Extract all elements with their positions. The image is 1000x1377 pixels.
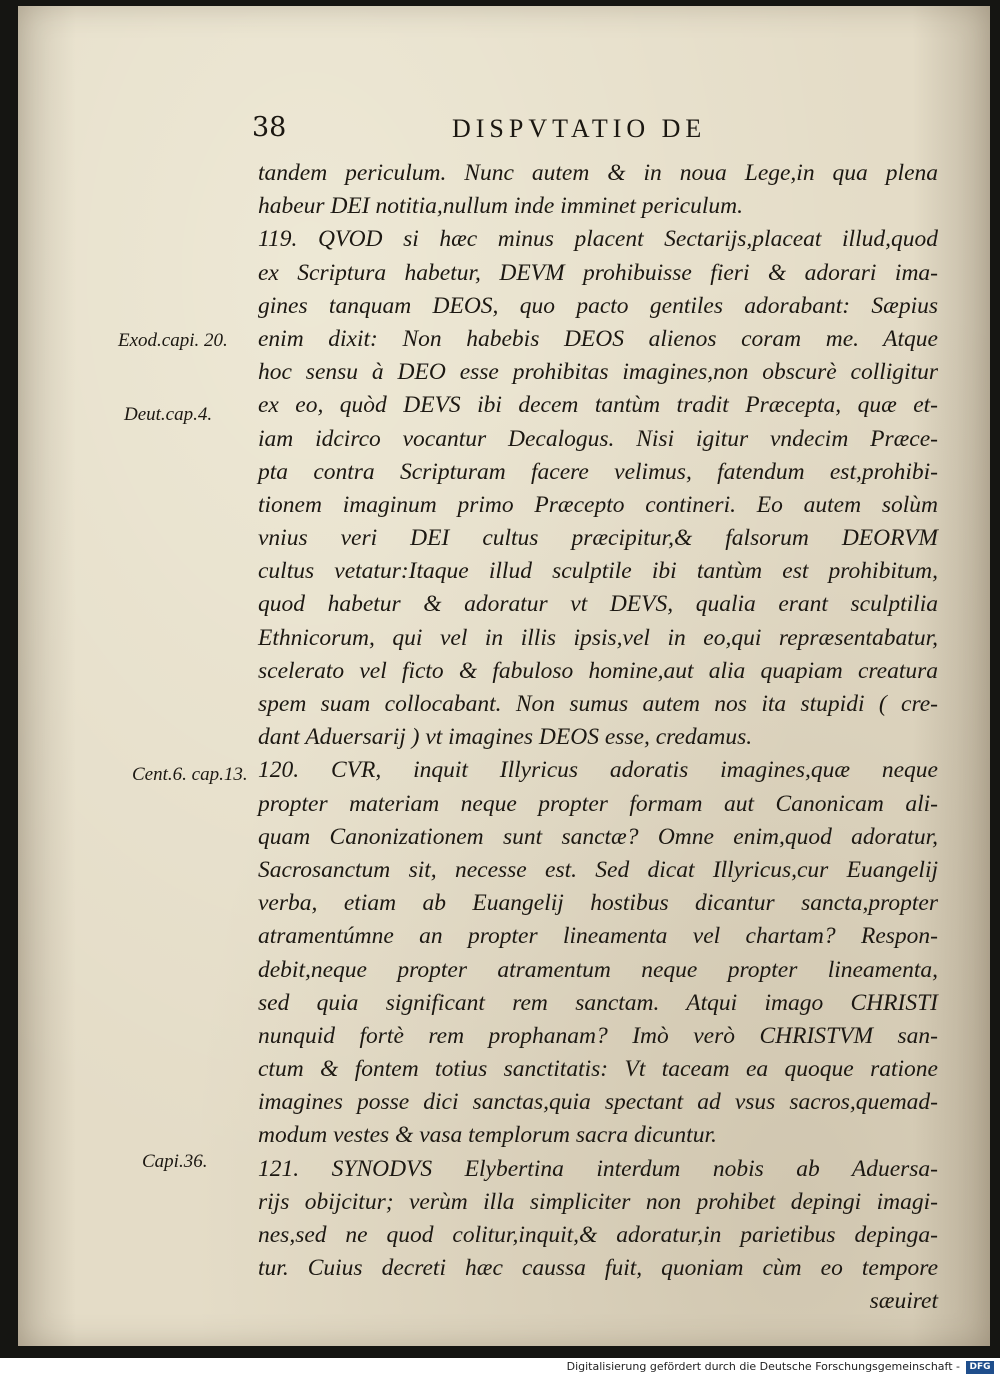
running-head: DISPVTATIO DE (452, 114, 707, 143)
footer-credit: Digitalisierung gefördert durch die Deutsche Forschungsgemeinschaft - (566, 1360, 960, 1373)
text-line: dant Aduersarij ) vt imagines DEOS esse, credamus. (258, 724, 753, 751)
text-line: pta contra Scripturam facere velimus, fatendum est,prohibi- (258, 458, 938, 485)
margin-note: Capi.36. (142, 1151, 208, 1172)
text-line: habeur DEI notitia,nullum inde imminet periculum. (258, 193, 743, 220)
text-line: propter materiam neque propter formam aut Canonicam ali- (258, 790, 938, 817)
margin-note: Cent.6. cap.13. (132, 764, 248, 785)
catchword: sæuiret (869, 1288, 938, 1315)
margin-note: Deut.cap.4. (124, 404, 213, 425)
text-line: imagines posse dici sanctas,quia spectant ad vsus sacros,quemad- (258, 1089, 938, 1116)
text-line: nes,sed ne quod colitur,inquit,& adoratur,in parietibus depinga- (258, 1222, 938, 1248)
digitization-footer (0, 1358, 1000, 1377)
page-number: 38 (252, 112, 287, 143)
text-line: tionem imaginum primo Præcepto contineri. Eo autem solùm (258, 491, 938, 518)
text-line: nunquid fortè rem prophanam? Imò verò CHRISTVM san- (258, 1022, 938, 1049)
text-line: ex eo, quòd DEVS ibi decem tantùm tradit Præcepta, quæ et- (258, 392, 938, 419)
text-line: vnius veri DEI cultus præcipitur,& falsorum DEORVM (258, 525, 938, 552)
text-line: 119. QVOD si hæc minus placent Sectarijs,placeat illud,quod (258, 226, 938, 253)
text-line: enim dixit: Non habebis DEOS alienos coram me. Atque (258, 325, 938, 352)
text-line: ex Scriptura habetur, DEVM prohibuisse fieri & adorari ima- (258, 259, 938, 286)
text-line: Sacrosanctum sit, necesse est. Sed dicat Illyricus,cur Euangelij (258, 856, 938, 883)
text-line: ctum & fontem totius sanctitatis: Vt taceam ea quoque ratione (258, 1056, 938, 1083)
body-text (258, 157, 938, 1319)
text-line: cultus vetatur:Itaque illud sculptile ibi tantùm est prohibitum, (258, 558, 938, 585)
text-line: tur. Cuius decreti hæc caussa fuit, quoniam cùm eo tempore (258, 1255, 938, 1282)
text-line: spem suam collocabant. Non sumus autem nos ita stupidi ( cre- (258, 691, 938, 717)
text-line: iam idcirco vocantur Decalogus. Nisi igitur vndecim Præce- (258, 425, 938, 452)
text-line: scelerato vel ficto & fabuloso homine,aut alia quapiam creatura (258, 657, 938, 684)
text-line: tandem periculum. Nunc autem & in noua Lege,in qua plena (258, 160, 938, 186)
text-line: 120. CVR, inquit Illyricus adoratis imagines,quæ neque (258, 757, 938, 784)
text-line: atramentúmne an propter lineamenta vel chartam? Respon- (258, 923, 938, 950)
page-header (252, 112, 812, 152)
text-line: quam Canonizationem sunt sanctæ? Omne enim,quod adoratur, (258, 823, 938, 850)
text-line: 121. SYNODVS Elybertina interdum nobis ab Aduersa- (258, 1155, 938, 1182)
text-line: hoc sensu à DEO esse prohibitas imagines,non obscurè colligitur (258, 359, 938, 386)
margin-note: Exod.capi. 20. (118, 330, 228, 351)
text-line: sed quia significant rem sanctam. Atqui imago CHRISTI (258, 989, 938, 1016)
dfg-logo-icon: DFG (966, 1361, 994, 1374)
text-line: debit,neque propter atramentum neque propter lineamenta, (258, 956, 938, 983)
text-line: verba, etiam ab Euangelij hostibus dicantur sancta,propter (258, 890, 938, 917)
text-line: Ethnicorum, qui vel in illis ipsis,vel in eo,qui repræsentabatur, (258, 624, 938, 651)
text-line: gines tanquam DEOS, quo pacto gentiles adorabant: Sæpius (258, 292, 938, 319)
text-line: modum vestes & vasa templorum sacra dicuntur. (258, 1122, 717, 1149)
text-line: quod habetur & adoratur vt DEVS, qualia erant sculptilia (258, 591, 938, 618)
text-line: rijs obijcitur; verùm illa simpliciter non prohibet depingi imagi- (258, 1188, 938, 1215)
